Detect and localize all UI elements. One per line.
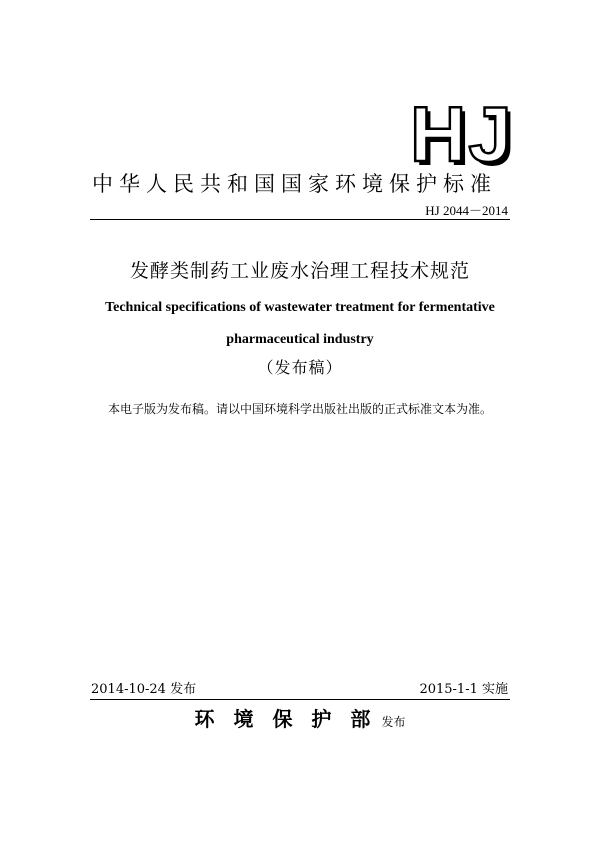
english-title-line-1: Technical specifications of wastewater treatment for fermentative [105,300,495,315]
english-title-line-2: pharmaceutical industry [226,332,374,347]
top-divider [90,219,510,220]
bottom-divider [90,699,510,700]
publisher-line [0,704,600,737]
effective-date: 2015-1-1 实施 [419,682,508,697]
publisher-name: 环 境 保 护 部 [194,707,377,731]
issue-date: 2014-10-24 发布 [91,682,197,697]
publisher-suffix: 发布 [381,715,406,729]
electronic-version-notice: 本电子版为发布稿。请以中国环境科学出版社出版的正式标准文本为准。 [107,402,492,416]
standard-number: HJ 2044－2014 [425,203,508,218]
draft-label: （发布稿） [257,358,343,377]
national-standard-title: 中华人民共和国国家环境保护标准 [92,172,497,196]
hj-logo: HJ [410,90,514,178]
chinese-title: 发酵类制药工业废水治理工程技术规范 [129,260,470,282]
